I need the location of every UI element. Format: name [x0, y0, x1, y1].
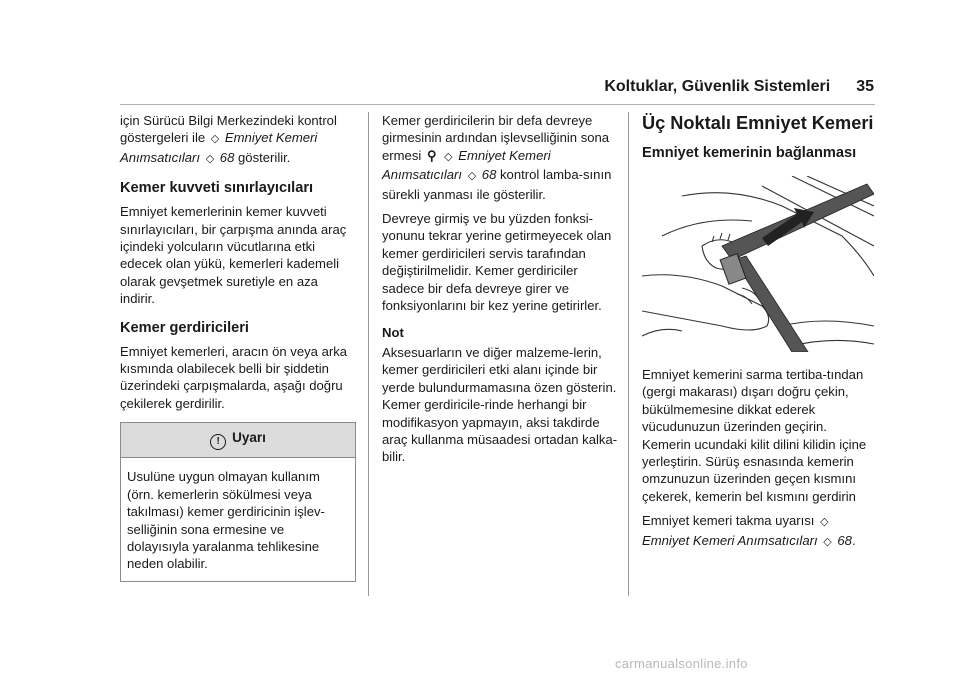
- note-text: Aksesuarların ve diğer malzeme-lerin, kemer gerdiricileri etki alanı içinde bir yerde bulundurmamasına özen gösterin. Kemer gerdiricile-rinde herhangi bir modifikasyon yapmayın, aksi takdirde araç kullanma müsaadesi ortadan kalka-bilir.: [382, 344, 618, 465]
- column-divider-1: [368, 112, 369, 596]
- section-title: Koltuklar, Güvenlik Sistemleri: [604, 78, 831, 95]
- reference-arrow-icon: ◇: [823, 535, 832, 548]
- seatbelt-drawing-icon: [642, 176, 874, 352]
- heading-limiters: Kemer kuvveti sınırlayıcıları: [120, 180, 314, 197]
- column-2: [382, 112, 618, 473]
- seatbelt-illustration: [642, 176, 874, 352]
- reference-page[interactable]: 68: [481, 167, 497, 183]
- header-rule: [120, 104, 875, 105]
- reference-arrow-icon: ◇: [210, 133, 220, 146]
- watermark: carmanualsonline.info: [615, 656, 748, 671]
- reference-arrow-icon: ◇: [820, 516, 829, 529]
- warning-header: [121, 423, 355, 458]
- heading-tensioners: Kemer gerdiricileri: [120, 319, 249, 336]
- paragraph-intro: için Sürücü Bilgi Merkezindeki kontrol göstergeleri ile ◇ Emniyet Kemeri Anımsatıcıları ◇ 68 gösterilir.: [120, 112, 356, 168]
- reference-link[interactable]: Emniyet Kemeri Anımsatıcıları: [120, 130, 318, 165]
- column-1: [120, 112, 356, 582]
- reference-arrow-icon: ◇: [467, 170, 477, 183]
- reference-link[interactable]: Emniyet Kemeri Anımsatıcıları: [382, 147, 551, 183]
- paragraph-tensioner-indicator: Kemer gerdiricilerin bir defa devreye girmesinin ardından işlevselliğinin sona ermesi ⚲ ◇ Emniyet Kemeri Anımsatıcıları ◇ 68 kontrol lamba-sının sürekli yanması ile gösterilir.: [382, 113, 612, 202]
- paragraph-limiters: Emniyet kemerlerinin kemer kuvveti sınırlayıcıları, bir çarpışma anında araç içindeki yolcuların vücutlarına etki edecek olan yükü, kemerleri kademeli olarak gevşetmek suretiyle en aza indirir.: [120, 204, 347, 307]
- paragraph-tensioners: Emniyet kemerleri, aracın ön veya arka kısmında olabilecek belli bir şiddetin üzerindeki çarpışmalarda, aşağı doğru çekilerek gerdirilir.: [120, 343, 348, 411]
- warning-text: Usulüne uygun olmayan kullanım (örn. kemerlerin sökülmesi veya takılması) kemer gerdiricinin işlev-selliğinin sona ermesine ve dolayısıyla yaralanma tehlikesine neden olabilir.: [127, 469, 325, 572]
- reference-link[interactable]: Emniyet Kemeri Anımsatıcıları: [642, 532, 818, 548]
- paragraph-fastening: Emniyet kemerini sarma tertiba-tından (gergi makarası) dışarı doğru çekin, bükülmemesine dikkat ederek vücudunuzun üzerinden geçirin. Kemerin ucundaki kilit dilini kilidin içine yerleştirin. Sürüş esnasında kemerin omzunuzun üzerinden geçen kısmını çekerek, kemerin bel kısmını gerdirin: [642, 367, 867, 504]
- warning-title: Uyarı: [232, 430, 266, 446]
- seatbelt-warning-icon: ⚲: [426, 147, 437, 163]
- reference-page[interactable]: 68: [837, 532, 852, 548]
- paragraph-replacement: Devreye girmiş ve bu yüzden fonksi-yonunu tekrar yerine getirmeyecek olan kemer gerdiricileri servis tarafından değiştirilmelidir. Kemer gerdiriciler sadece bir defa devreye girer ve fonksiyonlarını bir kez yerine getirirler.: [382, 211, 612, 314]
- subsection-heading: Emniyet kemerinin bağlanması: [642, 145, 857, 161]
- column-divider-2: [628, 112, 629, 596]
- note-label: Not: [382, 325, 404, 341]
- page-header: [0, 78, 874, 96]
- warning-box: [120, 422, 356, 581]
- reference-arrow-icon: ◇: [444, 150, 453, 163]
- page-number: 35: [856, 78, 874, 95]
- reference-page[interactable]: 68: [219, 149, 235, 165]
- section-heading: Üç Noktalı Emniyet Kemeri: [642, 113, 874, 133]
- warning-icon: !: [210, 434, 226, 450]
- paragraph-reminder: Emniyet kemeri takma uyarısı ◇ Emniyet Kemeri Anımsatıcıları ◇ 68.: [642, 512, 878, 551]
- column-3: [642, 112, 878, 558]
- reference-arrow-icon: ◇: [205, 152, 215, 165]
